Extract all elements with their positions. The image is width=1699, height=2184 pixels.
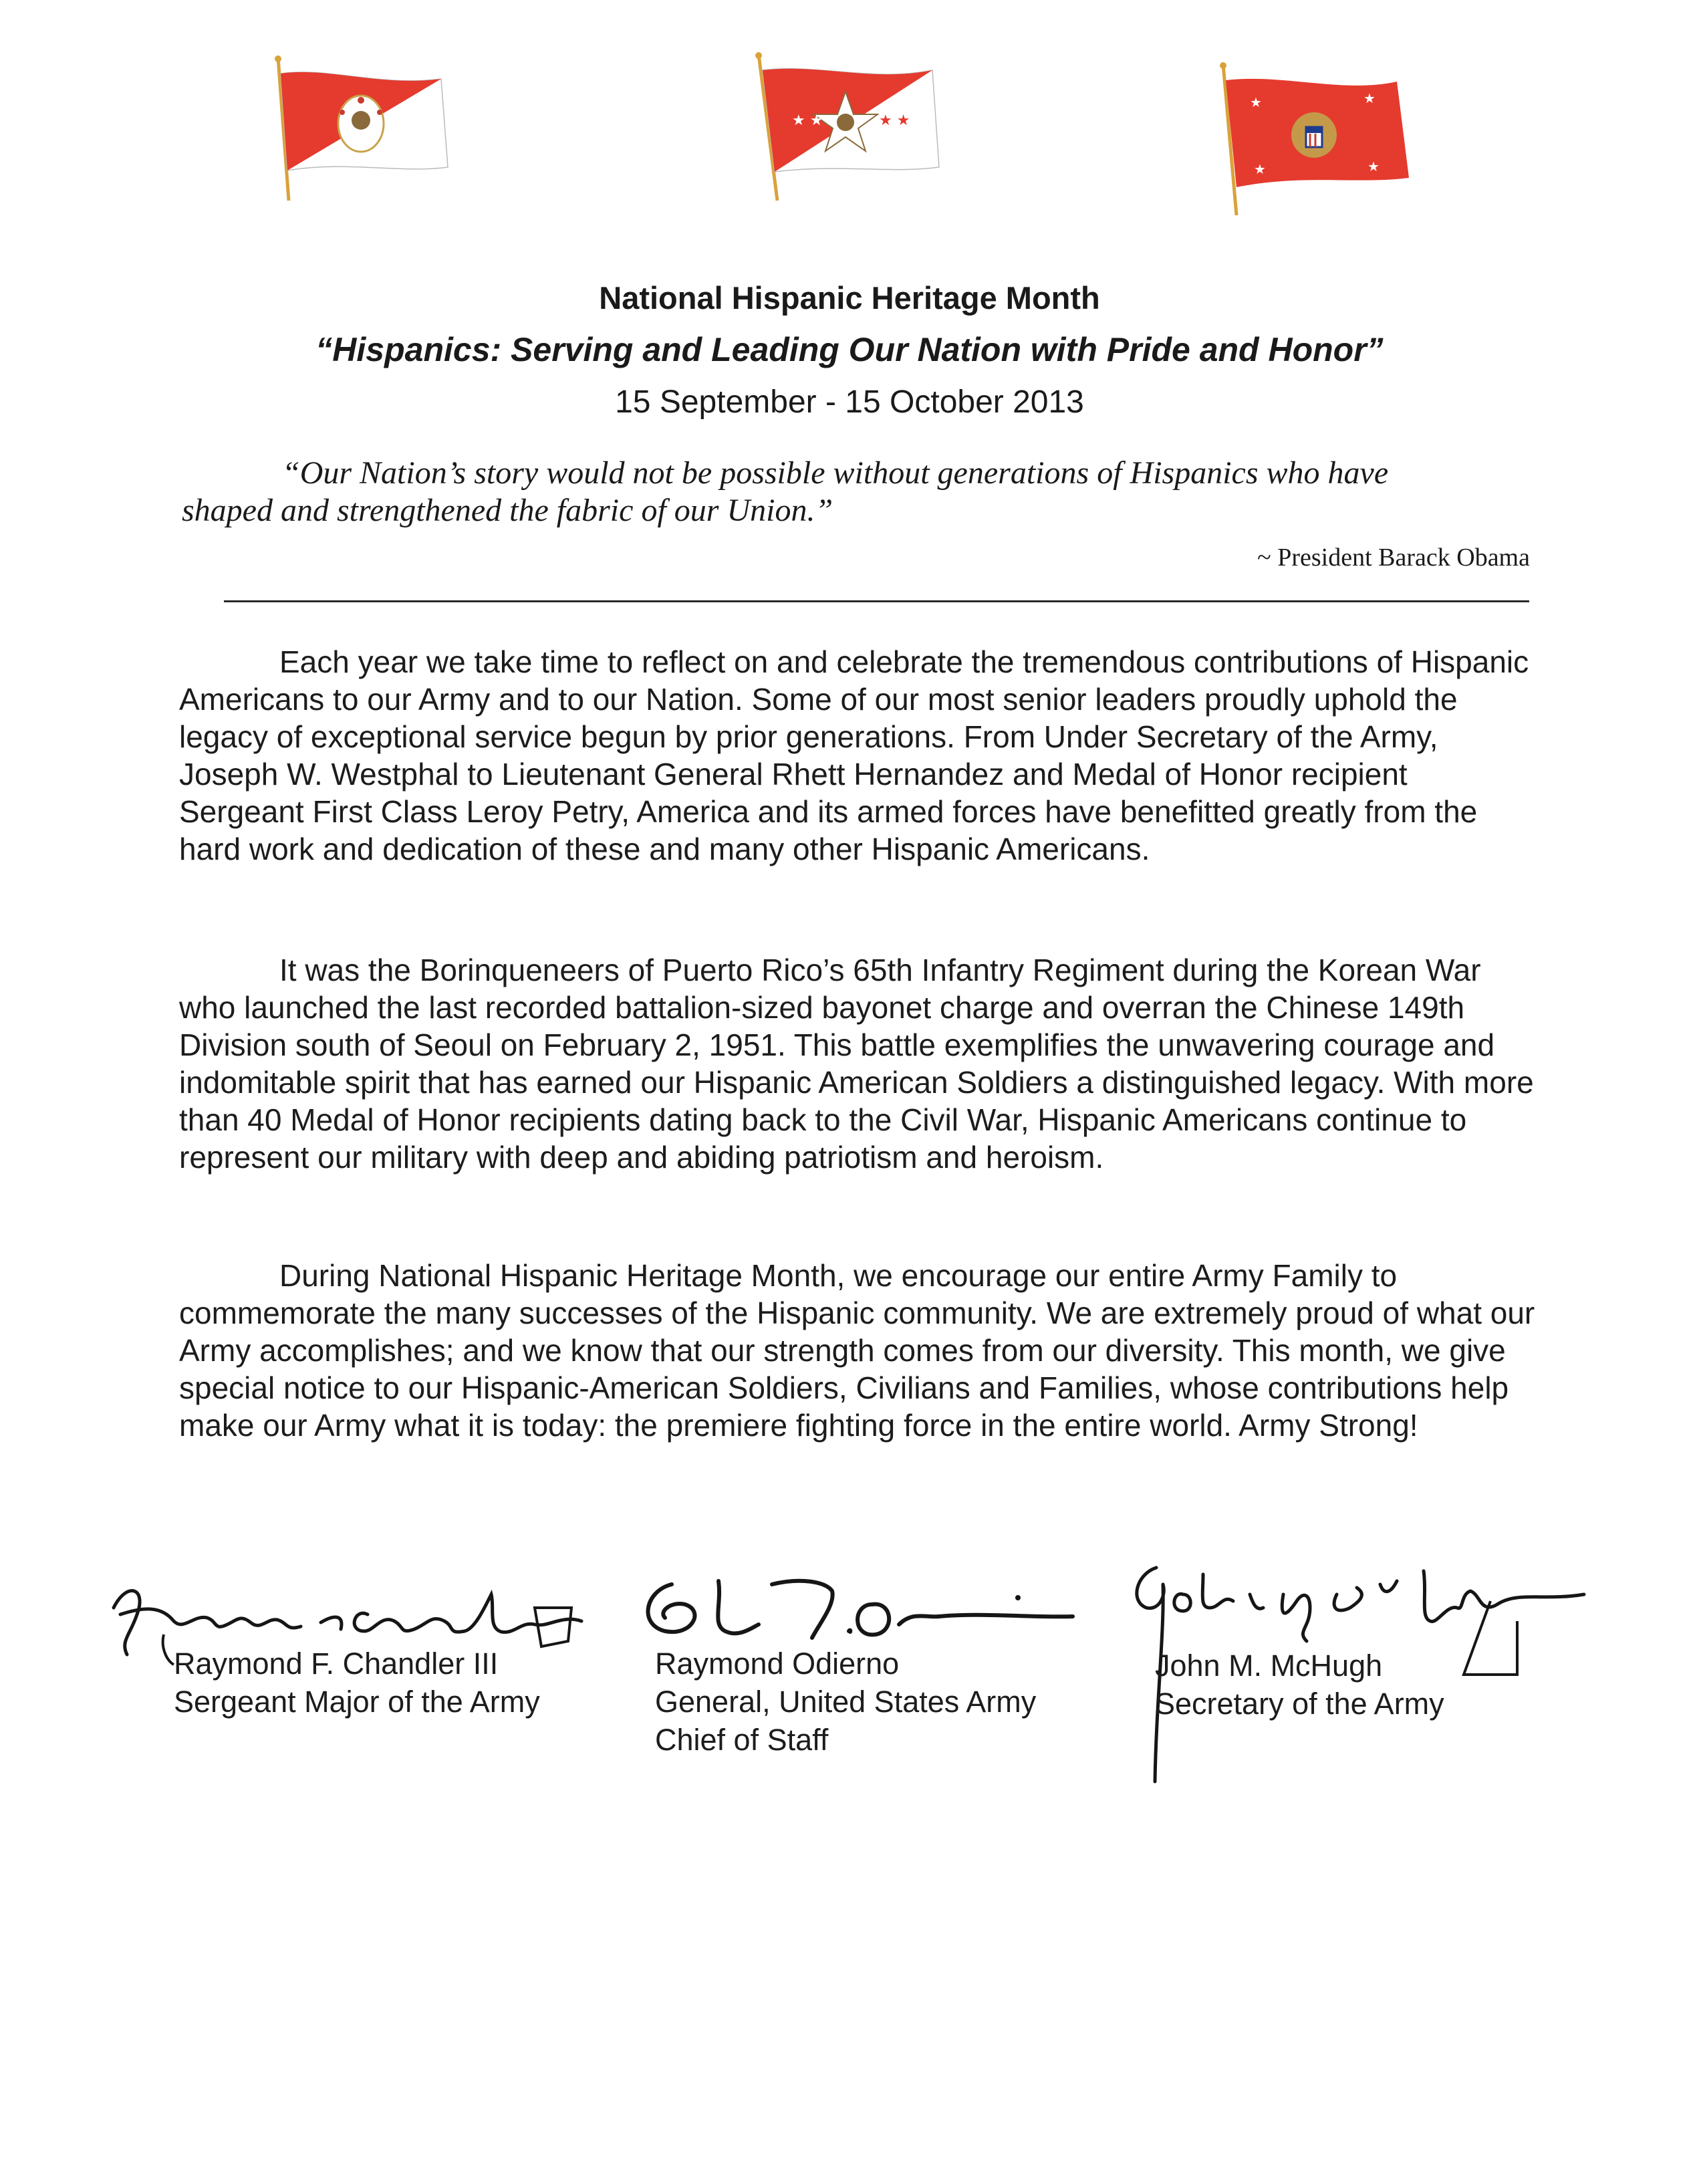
svg-text:★: ★ <box>1367 158 1380 174</box>
svg-text:★ ★: ★ ★ <box>792 112 823 129</box>
body-paragraph-1: Each year we take time to reflect on and celebrate the tremendous contributions of Hispanic Americans to our Army and to our Nation. Some of our most senior leaders proudly uphold the legacy of exceptional service begun by prior generations. From Under Secretary of the Army, Joseph W. Westphal to Lieutenant General Rhett Hernandez and Medal of Honor recipient Sergeant First Class Leroy Petry, America and its armed forces have benefitted greatly from the hard work and dedication of these and many other Hispanic Americans. <box>179 644 1529 866</box>
signatory-title: General, United States Army <box>655 1685 1037 1719</box>
signatory-name: John M. McHugh <box>1155 1649 1383 1683</box>
chief-of-staff-flag-icon <box>745 50 946 204</box>
document-subtitle: “Hispanics: Serving and Leading Our Nation with Pride and Honor” <box>315 331 1384 368</box>
presidential-quote <box>182 455 1519 529</box>
quote-line-2: shaped and strengthened the fabric of our Union.” <box>182 493 833 528</box>
svg-text:★: ★ <box>1250 94 1262 110</box>
signatory-chandler <box>174 1645 540 1721</box>
sergeant-major-flag-icon <box>254 53 454 207</box>
secretary-flag-icon <box>1210 60 1417 221</box>
signatory-title-2: Chief of Staff <box>655 1723 829 1757</box>
svg-text:★ ★: ★ ★ <box>879 112 910 129</box>
divider-line <box>224 600 1529 602</box>
signatory-odierno <box>655 1645 1036 1759</box>
signatory-name: Raymond F. Chandler III <box>174 1647 499 1681</box>
odierno-signature <box>632 1564 1086 1651</box>
signatory-name: Raymond Odierno <box>655 1647 900 1681</box>
signatory-title: Sergeant Major of the Army <box>174 1685 540 1719</box>
body-paragraph-2: It was the Borinqueneers of Puerto Rico’s 65th Infantry Regiment during the Korean War who launched the last recorded battalion-sized bayonet charge and overran the Chinese 149th Division south of Seoul on February 2, 1951. This battle exemplifies the unwavering courage and indomitable spirit that has earned our Hispanic American Soldiers a distinguished legacy. With more than 40 Medal of Honor recipients dating back to the Civil War, Hispanic Americans continue to represent our military with deep and abiding patriotism and heroism. <box>179 953 1534 1175</box>
signatory-title: Secretary of the Army <box>1155 1687 1444 1721</box>
svg-text:★: ★ <box>1363 90 1376 106</box>
signatory-mchugh <box>1155 1647 1444 1723</box>
quote-attribution: ~ President Barack Obama <box>1257 543 1530 572</box>
document-title: National Hispanic Heritage Month <box>599 280 1100 316</box>
svg-text:★: ★ <box>1254 161 1266 177</box>
quote-line-1: “Our Nation’s story would not be possible without generations of Hispanics who have <box>282 455 1389 491</box>
body-paragraph-3: During National Hispanic Heritage Month, we encourage our entire Army Family to commemorate the many successes of the Hispanic community. We are extremely proud of what our Army accomplishes; and we know that our strength comes from our diversity. This month, we give special notice to our Hispanic-American Soldiers, Civilians and Families, whose contributions help make our Army what it is today: the premiere fighting force in the entire world. Army Strong! <box>179 1258 1535 1443</box>
document-dates: 15 September - 15 October 2013 <box>615 384 1084 420</box>
